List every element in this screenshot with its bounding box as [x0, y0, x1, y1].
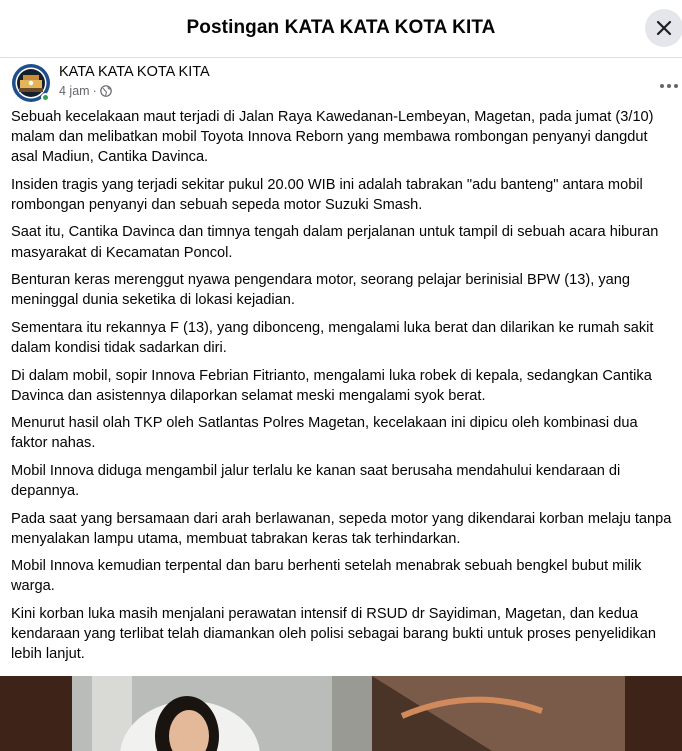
- post-paragraph: Sebuah kecelakaan maut terjadi di Jalan Raya Kawedanan-Lembeyan, Magetan, pada jumat (3/10) malam dan melibatkan mobil Toyota Innova Reborn yang membawa rombongan penyanyi dangdut asal Madiun, Cantika Davinca.: [11, 109, 654, 166]
- post-image[interactable]: [0, 676, 682, 751]
- post-meta: [59, 84, 112, 98]
- post-header: [0, 58, 682, 108]
- post-paragraph: Menurut hasil olah TKP oleh Satlantas Polres Magetan, kecelakaan ini dipicu oleh kombinasi dua faktor nahas.: [11, 415, 638, 452]
- post-paragraph: Di dalam mobil, sopir Innova Febrian Fitrianto, mengalami luka robek di kepala, sedangkan Cantika Davinca dan asistennya dilaporkan selamat meski mengalami syok berat.: [11, 367, 652, 404]
- globe-icon: [100, 85, 112, 97]
- post-paragraph: Kini korban luka masih menjalani perawatan intensif di RSUD dr Sayidiman, Magetan, dan kedua kendaraan yang terlibat telah diamankan oleh polisi sebagai barang bukti untuk proses penyelidikan lebih lanjut.: [11, 605, 656, 663]
- post-text: [11, 107, 675, 672]
- post-paragraph: Insiden tragis yang terjadi sekitar pukul 20.00 WIB ini adalah tabrakan "adu banteng" antara mobil rombongan penyanyi dan sebuah sepeda motor Suzuki Smash.: [11, 176, 643, 213]
- dialog-header: [0, 0, 682, 58]
- meta-separator: ·: [92, 84, 97, 98]
- post-paragraph: Pada saat yang bersamaan dari arah berlawanan, sepeda motor yang dikendarai korban melaju tanpa menyalakan lampu utama, membuat tabrakan keras tak terhindarkan.: [11, 510, 672, 547]
- post-paragraph: Mobil Innova diduga mengambil jalur terlalu ke kanan saat berusaha mendahului kendaraan di depannya.: [11, 462, 621, 499]
- dialog-title: Postingan KATA KATA KOTA KITA: [186, 17, 496, 38]
- photo-content-icon: [72, 676, 625, 751]
- post-photo: [72, 676, 625, 751]
- more-options-button[interactable]: [658, 78, 680, 88]
- post-paragraph: Mobil Innova kemudian terpental dan baru berhenti setelah menabrak sebuah bengkel bubut milik warga.: [11, 558, 642, 595]
- post-time[interactable]: 4 jam: [59, 84, 90, 98]
- post-paragraph: Benturan keras merenggut nyawa pengendara motor, seorang pelajar berinisial BPW (13), yang meninggal dunia seketika di lokasi kejadian.: [11, 272, 630, 309]
- page-avatar[interactable]: [11, 63, 51, 103]
- online-status-dot: [41, 93, 50, 102]
- close-button[interactable]: [645, 9, 682, 47]
- post-paragraph: Sementara itu rekannya F (13), yang dibonceng, mengalami luka berat dan dilarikan ke rumah sakit dalam kondisi tidak sadarkan diri.: [11, 319, 654, 356]
- more-options-icon: [658, 81, 680, 91]
- post-paragraph: Saat itu, Cantika Davinca dan timnya tengah dalam perjalanan untuk tampil di sebuah acara hiburan masyarakat di Kecamatan Poncol.: [11, 224, 659, 261]
- close-icon: [655, 19, 673, 37]
- page-name-link[interactable]: KATA KATA KOTA KITA: [59, 64, 210, 80]
